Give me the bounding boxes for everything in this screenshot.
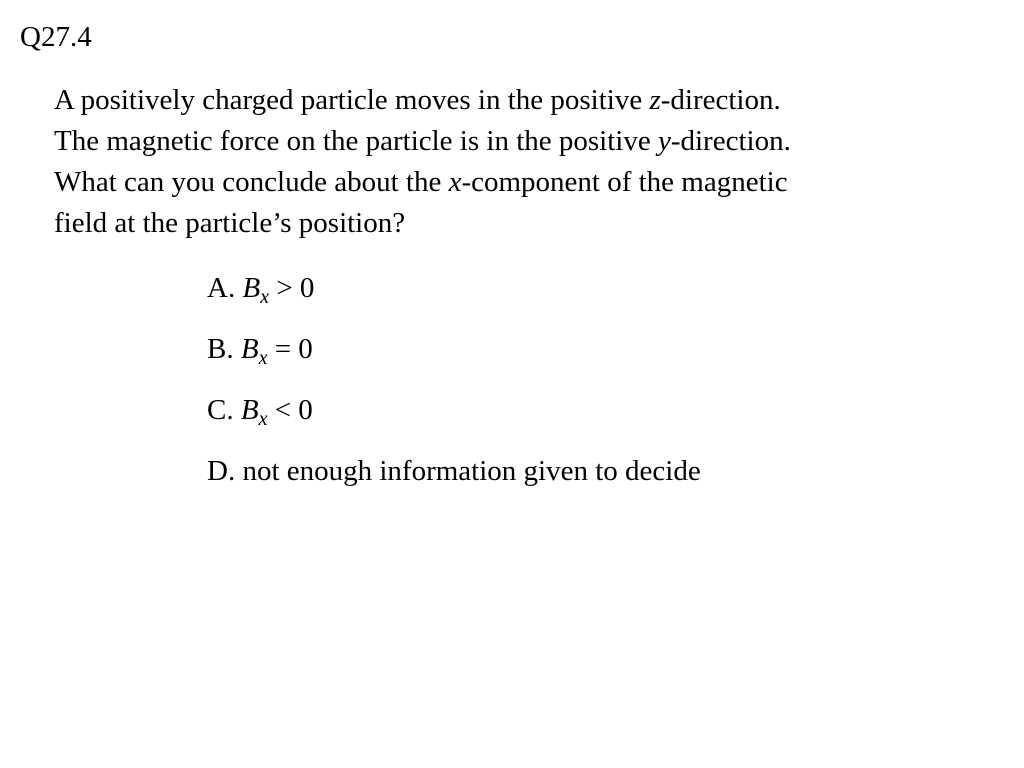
question-text (54, 80, 954, 244)
option-a[interactable]: A. $B_x > 0$ (207, 272, 315, 308)
question-line-1: A positively charged particle moves in the positive z-direction. (54, 84, 781, 116)
question-number: Q27.4 (20, 21, 92, 53)
option-c[interactable]: C. $B_x < 0$ (207, 394, 313, 430)
question-line-3: What can you conclude about the x-component of the magnetic (54, 166, 788, 198)
option-d[interactable]: D. not enough information given to decide (207, 455, 701, 487)
question-line-2: The magnetic force on the particle is in the positive y-direction. (54, 125, 791, 157)
answer-options (207, 268, 701, 512)
question-line-4: field at the particle’s position? (54, 207, 406, 239)
option-b[interactable]: B. $B_x = 0$ (207, 333, 313, 369)
